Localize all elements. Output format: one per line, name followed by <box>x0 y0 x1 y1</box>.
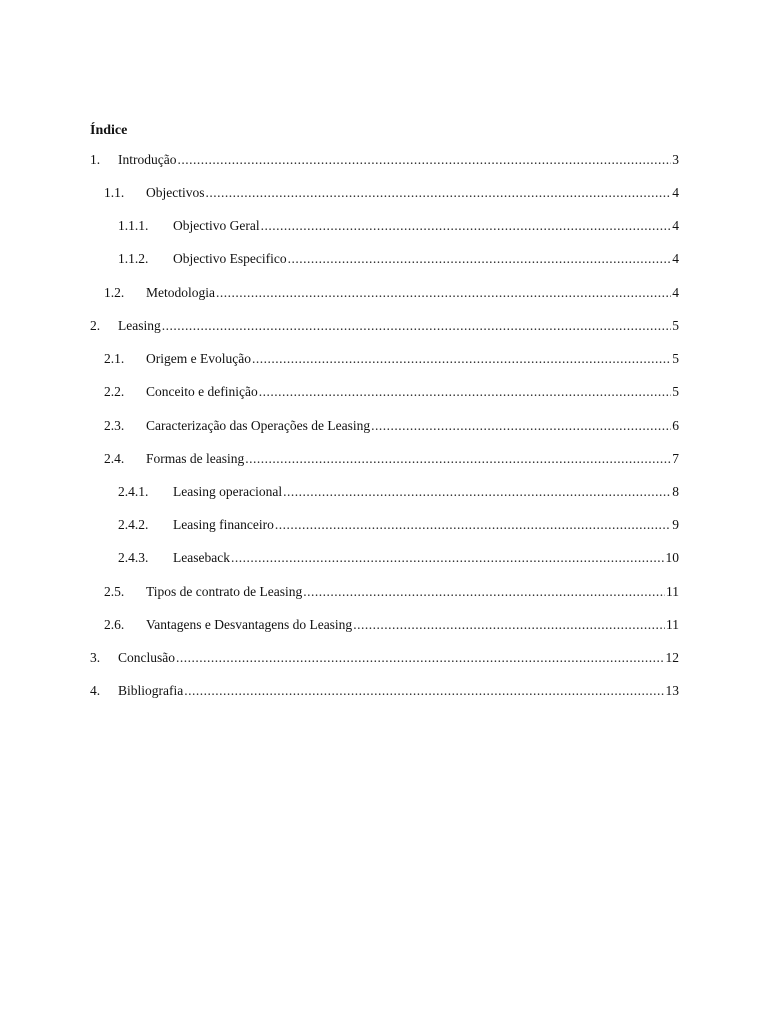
toc-entry[interactable] <box>104 416 679 436</box>
toc-entry-page: 5 <box>672 318 679 333</box>
toc-leader-dots <box>259 382 672 402</box>
toc-entry-label: Leaseback <box>173 550 230 565</box>
toc-entry[interactable] <box>90 648 679 668</box>
toc-entry-page: 11 <box>666 617 679 632</box>
toc-entry-number: 2.1. <box>104 351 125 366</box>
toc-entry-number: 2.4.2. <box>118 517 149 532</box>
toc-entry-number: 2.4.1. <box>118 484 149 499</box>
toc-entry-page: 12 <box>665 650 679 665</box>
toc-entry-page: 3 <box>672 152 679 167</box>
toc-entry[interactable] <box>118 515 679 535</box>
toc-entry-number: 3. <box>90 650 101 665</box>
toc-leader-dots <box>353 615 665 635</box>
toc-leader-dots <box>176 648 665 668</box>
toc-entry-number: 2.4. <box>104 451 125 466</box>
toc-leader-dots <box>245 449 671 469</box>
toc-entry-number: 1.1.2. <box>118 251 149 266</box>
toc-leader-dots <box>283 482 671 502</box>
toc-entry-label: Caracterização das Operações de Leasing <box>146 418 371 433</box>
toc-entry-page: 8 <box>672 484 679 499</box>
toc-entry-label: Vantagens e Desvantagens do Leasing <box>146 617 353 632</box>
toc-leader-dots <box>303 582 665 602</box>
toc-entry-page: 5 <box>672 351 679 366</box>
toc-leader-dots <box>231 548 665 568</box>
toc-leader-dots <box>275 515 671 535</box>
toc-entry-page: 5 <box>672 384 679 399</box>
toc-entry-page: 13 <box>665 683 679 698</box>
toc-entry-number: 4. <box>90 683 101 698</box>
toc-entry-page: 4 <box>672 285 679 300</box>
toc-entry-label: Formas de leasing <box>146 451 245 466</box>
toc-entry[interactable] <box>118 482 679 502</box>
toc-entry-number: 2.6. <box>104 617 125 632</box>
toc-entry[interactable] <box>90 681 679 701</box>
toc-entry-label: Leasing financeiro <box>173 517 274 532</box>
toc-title: Índice <box>90 123 128 138</box>
toc-entry[interactable] <box>104 382 679 402</box>
toc-entry-label: Objectivo Especifico <box>173 251 287 266</box>
toc-entry-label: Leasing operacional <box>173 484 283 499</box>
toc-leader-dots <box>206 183 672 203</box>
toc-entry-label: Objectivo Geral <box>173 218 260 233</box>
toc-entry-label: Bibliografia <box>118 683 184 698</box>
toc-entry-number: 1.1. <box>104 185 125 200</box>
toc-entry-page: 4 <box>672 218 679 233</box>
toc-leader-dots <box>261 216 672 236</box>
toc-entry-page: 4 <box>672 251 679 266</box>
toc-entry-page: 9 <box>672 517 679 532</box>
toc-entry[interactable] <box>118 216 679 236</box>
toc-entry-page: 11 <box>666 584 679 599</box>
toc-entry-label: Conceito e definição <box>146 384 258 399</box>
toc-entry-label: Introdução <box>118 152 177 167</box>
toc-entry[interactable] <box>90 316 679 336</box>
toc-leader-dots <box>216 283 671 303</box>
toc-entry-page: 10 <box>665 550 679 565</box>
toc-entry[interactable] <box>104 183 679 203</box>
toc-entry-label: Metodologia <box>146 285 215 300</box>
toc-entry-number: 2.4.3. <box>118 550 149 565</box>
toc-entry[interactable] <box>104 349 679 369</box>
toc-entry-page: 4 <box>672 185 679 200</box>
toc-entry-number: 1. <box>90 152 101 167</box>
toc-entry[interactable] <box>104 449 679 469</box>
toc-entry-number: 2.2. <box>104 384 125 399</box>
toc-entry-number: 2.5. <box>104 584 125 599</box>
toc-entry[interactable] <box>118 249 679 269</box>
toc-entry[interactable] <box>104 582 679 602</box>
toc-entry[interactable] <box>104 615 679 635</box>
toc-entry[interactable] <box>90 150 679 170</box>
toc-entry-number: 2.3. <box>104 418 125 433</box>
toc-entry-label: Leasing <box>118 318 161 333</box>
toc-entry-number: 1.2. <box>104 285 125 300</box>
toc-entry-number: 1.1.1. <box>118 218 149 233</box>
toc-entry-page: 6 <box>672 418 679 433</box>
toc-leader-dots <box>371 416 671 436</box>
toc-leader-dots <box>162 316 672 336</box>
toc-leader-dots <box>177 150 671 170</box>
toc-entry-label: Origem e Evolução <box>146 351 251 366</box>
toc-leader-dots <box>252 349 671 369</box>
toc-entry-label: Objectivos <box>146 185 205 200</box>
toc-entry-label: Conclusão <box>118 650 175 665</box>
toc-leader-dots <box>288 249 672 269</box>
toc-entry-number: 2. <box>90 318 101 333</box>
toc-entry[interactable] <box>104 283 679 303</box>
toc-entry[interactable] <box>118 548 679 568</box>
toc-leader-dots <box>184 681 664 701</box>
toc-entry-label: Tipos de contrato de Leasing <box>146 584 303 599</box>
toc-entry-page: 7 <box>672 451 679 466</box>
